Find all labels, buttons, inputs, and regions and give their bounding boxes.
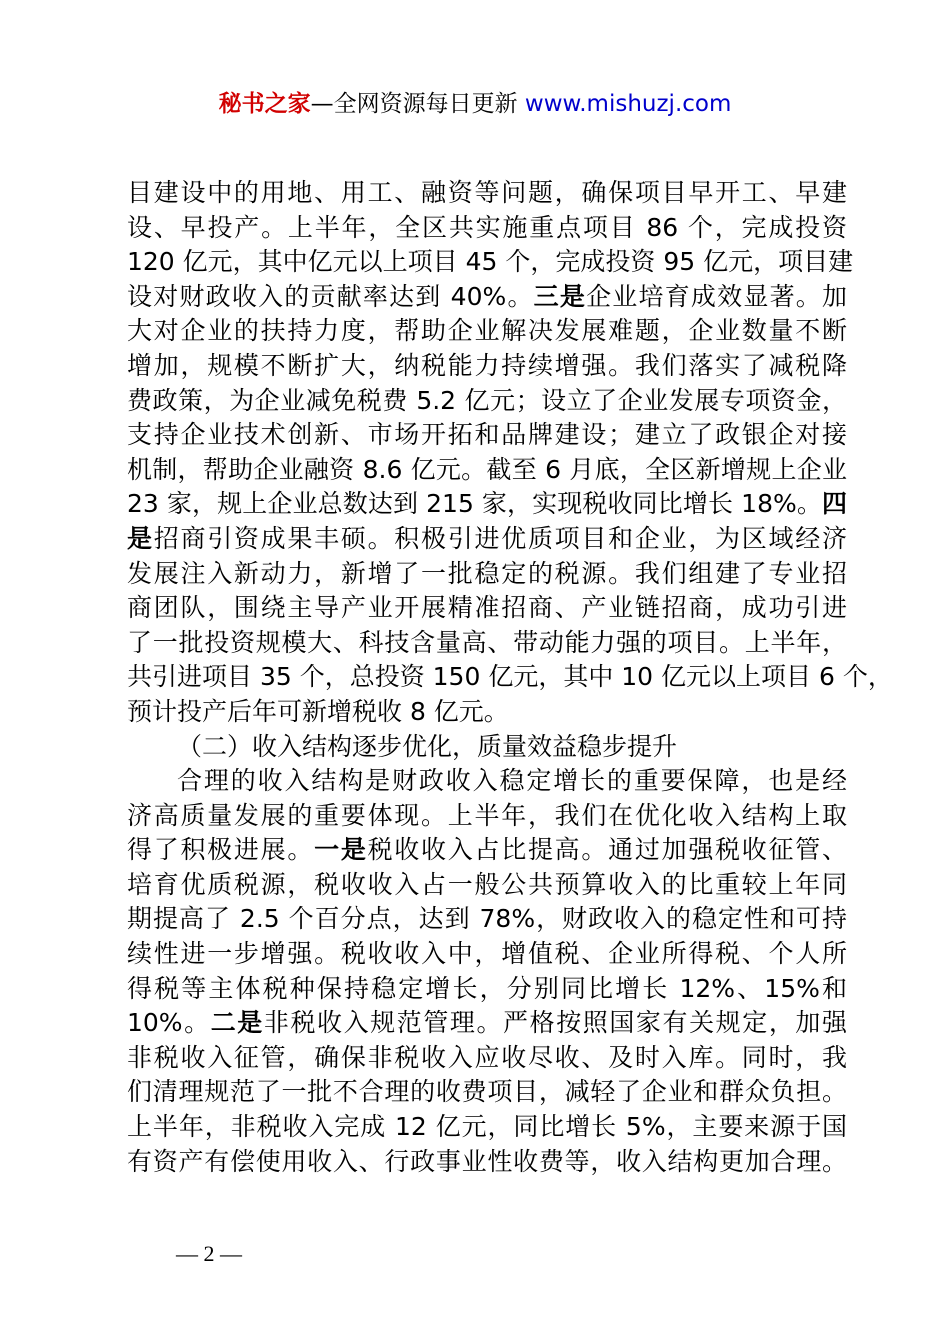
text-line: 共引进项目 35 个，总投资 150 亿元，其中 10 亿元以上项目 6 个， [127,662,893,692]
text-line [127,1006,847,1041]
text-line: 商团队，围绕主导产业开展精准招商、产业链招商，成功引进 [127,593,847,623]
text-line: 续性进一步增强。税收收入中，增值税、企业所得税、个人所 [127,939,847,969]
text-line [127,833,847,868]
text-segment: 得了积极进展。 [127,835,315,865]
text-line: 费政策，为企业减免税费 5.2 亿元；设立了企业发展专项资金， [127,385,847,415]
document-body [127,176,893,1179]
text-segment: 税收收入占比提高。通过加强税收征管、 [367,835,847,865]
brand-name: 秘书之家 [218,91,311,117]
text-line: 预计投产后年可新增税收 8 亿元。 [127,696,509,726]
text-segment: 设对财政收入的贡献率达到 40%。 [127,281,534,311]
banner-url[interactable]: www.mishuzj.com [524,91,732,117]
text-line: 济高质量发展的重要体现。上半年，我们在优化收入结构上取 [127,800,847,830]
text-line [127,522,847,557]
text-line [127,280,847,315]
text-segment: 23 家，规上企业总数达到 215 家，实现税收同比增长 18%。 [127,489,822,519]
text-line [127,487,847,522]
ordinal-bold: 四 [821,489,847,519]
text-line: 支持企业技术创新、市场开拓和品牌建设；建立了政银企对接 [127,420,847,450]
text-segment: 招商引资成果丰硕。积极引进优质项目和企业，为区域经济 [153,523,847,553]
text-segment: 10%。 [127,1008,211,1038]
text-line: 了一批投资规模大、科技含量高、带动能力强的项目。上半年， [127,627,847,657]
text-line: 期提高了 2.5 个百分点，达到 78%，财政收入的稳定性和可持 [127,904,847,934]
ordinal-bold: 三是 [533,281,587,311]
text-line: 目建设中的用地、用工、融资等问题，确保项目早开工、早建 [127,178,847,207]
text-line: 发展注入新动力，新增了一批稳定的税源。我们组建了专业招 [127,558,847,588]
text-segment: 非税收入规范管理。严格按照国家有关规定，加强 [263,1008,847,1038]
text-line: 非税收入征管，确保非税收入应收尽收、及时入库。同时，我 [127,1042,847,1072]
text-line: 增加，规模不断扩大，纳税能力持续增强。我们落实了减税降 [127,350,847,380]
page-number: — 2 — [176,1241,242,1266]
text-line: 有资产有偿使用收入、行政事业性收费等，收入结构更加合理。 [127,1146,847,1176]
text-line: 得税等主体税种保持稳定增长，分别同比增长 12%、15%和 [127,973,847,1003]
text-segment: 企业培育成效显著。加 [586,281,847,311]
text-line: 机制，帮助企业融资 8.6 亿元。截至 6 月底，全区新增规上企业 [127,454,847,484]
text-line: 培育优质税源，税收收入占一般公共预算收入的比重较上年同 [127,869,847,899]
section-heading: （二）收入结构逐步优化，质量效益稳步提升 [177,731,678,761]
text-line: 们清理规范了一批不合理的收费项目，减轻了企业和群众负担。 [127,1077,847,1107]
text-line: 120 亿元，其中亿元以上项目 45 个，完成投资 95 亿元，项目建 [127,247,854,277]
banner-tagline: —全网资源每日更新 [310,91,525,117]
text-line: 合理的收入结构是财政收入稳定增长的重要保障，也是经 [177,766,847,796]
ordinal-bold: 一是 [314,835,368,865]
ordinal-bold: 是 [127,523,154,553]
ordinal-bold: 二是 [210,1008,264,1038]
text-line: 大对企业的扶持力度，帮助企业解决发展难题，企业数量不断 [127,316,847,346]
site-banner [0,88,950,120]
text-line: 上半年，非税收入完成 12 亿元，同比增长 5%，主要来源于国 [127,1112,847,1142]
text-line: 设、早投产。上半年，全区共实施重点项目 86 个，完成投资 [127,212,847,242]
